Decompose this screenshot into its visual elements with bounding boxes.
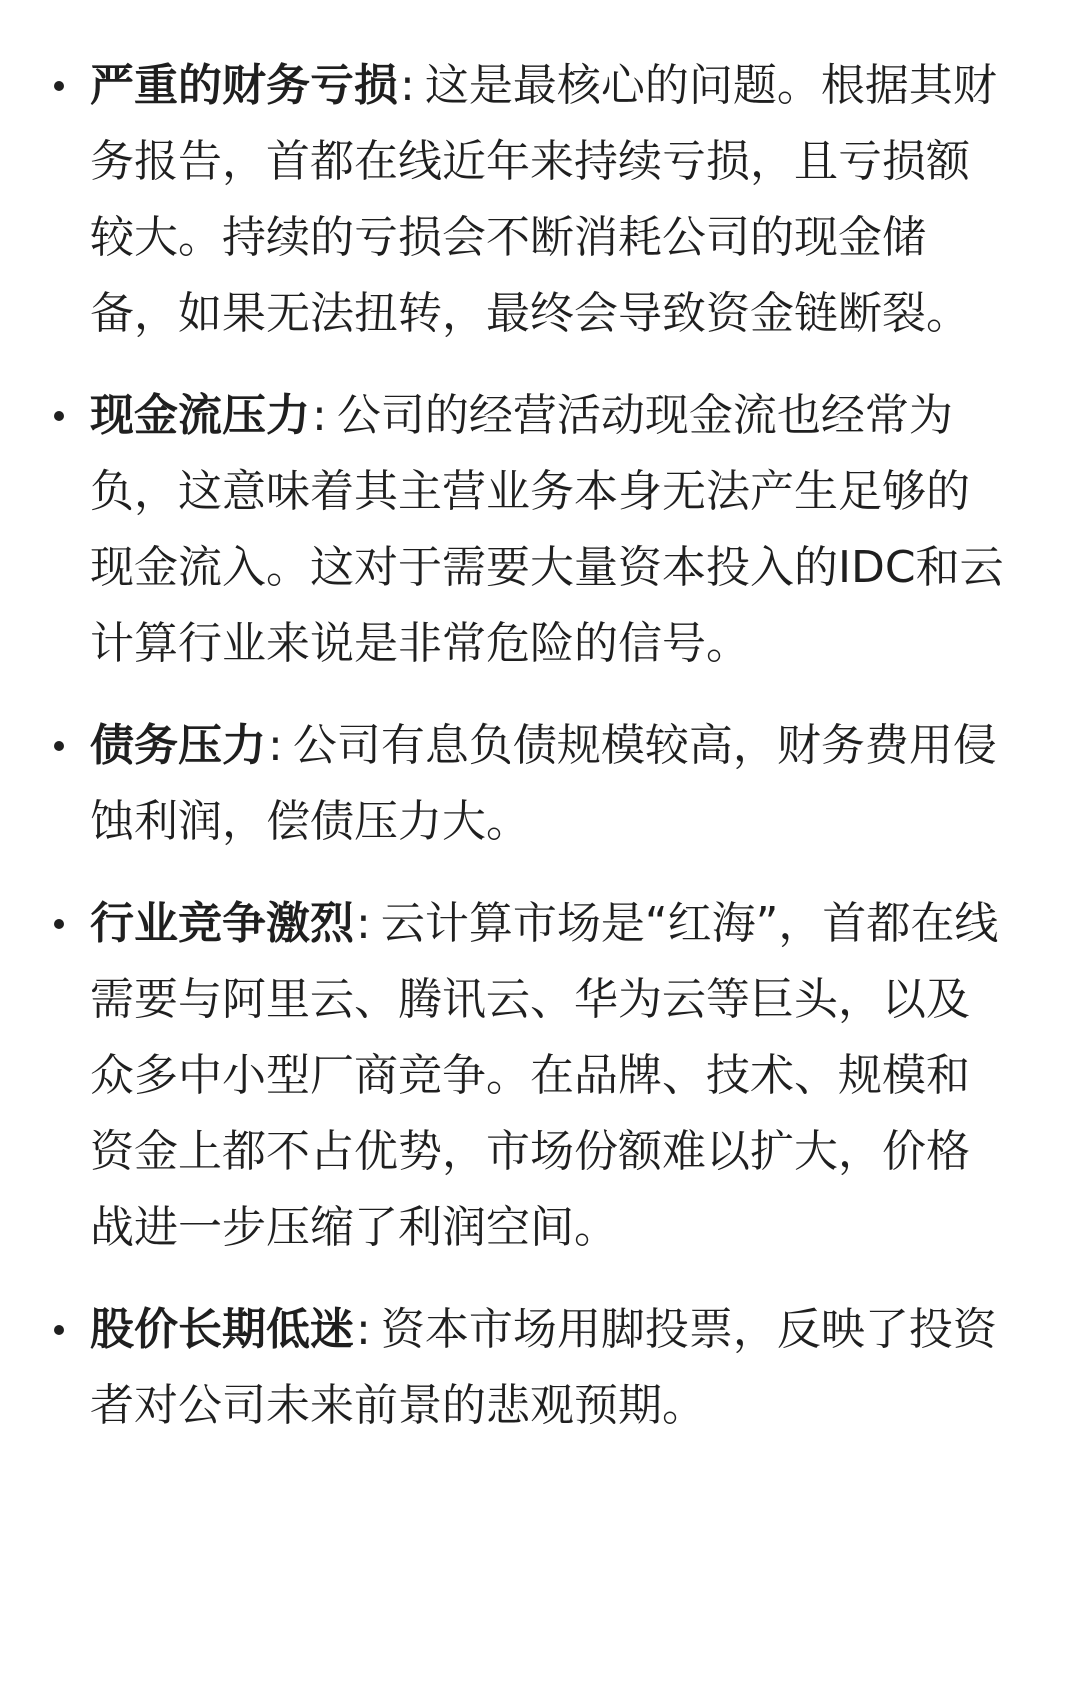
item-description: 公司有息负债规模较高，财务费用侵蚀利润，偿债压力大。: [90, 720, 997, 847]
list-item-cashflow-pressure: [0, 378, 1077, 682]
item-term: 行业竞争激烈: [90, 898, 354, 949]
bullet-dot-icon: [54, 1325, 64, 1335]
item-term: 股价长期低迷: [90, 1304, 354, 1355]
item-separator: :: [356, 1304, 371, 1355]
list-item-stock-slump: [0, 1292, 1077, 1444]
item-description: 这是最核心的问题。根据其财务报告，首都在线近年来持续亏损，且亏损额较大。持续的亏损会不断消耗公司的现金储备，如果无法扭转，最终会导致资金链断裂。: [90, 60, 997, 339]
item-term: 现金流压力: [90, 390, 310, 441]
list-item-industry-competition: [0, 886, 1077, 1266]
bullet-dot-icon: [54, 919, 64, 929]
item-separator: :: [356, 898, 371, 949]
item-description: 公司的经营活动现金流也经常为负，这意味着其主营业务本身无法产生足够的现金流入。这对于需要大量资本投入的IDC和云计算行业来说是非常危险的信号。: [90, 390, 1004, 669]
bullet-dot-icon: [54, 411, 64, 421]
bullet-dot-icon: [54, 81, 64, 91]
bullet-list: [0, 48, 1077, 1470]
list-item-debt-pressure: [0, 708, 1077, 860]
item-description: 资本市场用脚投票，反映了投资者对公司未来前景的悲观预期。: [90, 1304, 997, 1431]
item-term: 严重的财务亏损: [90, 60, 398, 111]
item-separator: :: [312, 390, 327, 441]
item-separator: :: [400, 60, 415, 111]
bullet-dot-icon: [54, 741, 64, 751]
list-item-financial-loss: [0, 48, 1077, 352]
item-term: 债务压力: [90, 720, 266, 771]
item-separator: :: [268, 720, 283, 771]
item-description: 云计算市场是“红海”，首都在线需要与阿里云、腾讯云、华为云等巨头，以及众多中小型厂商竞争。在品牌、技术、规模和资金上都不占优势，市场份额难以扩大，价格战进一步压缩了利润空间。: [90, 898, 999, 1253]
